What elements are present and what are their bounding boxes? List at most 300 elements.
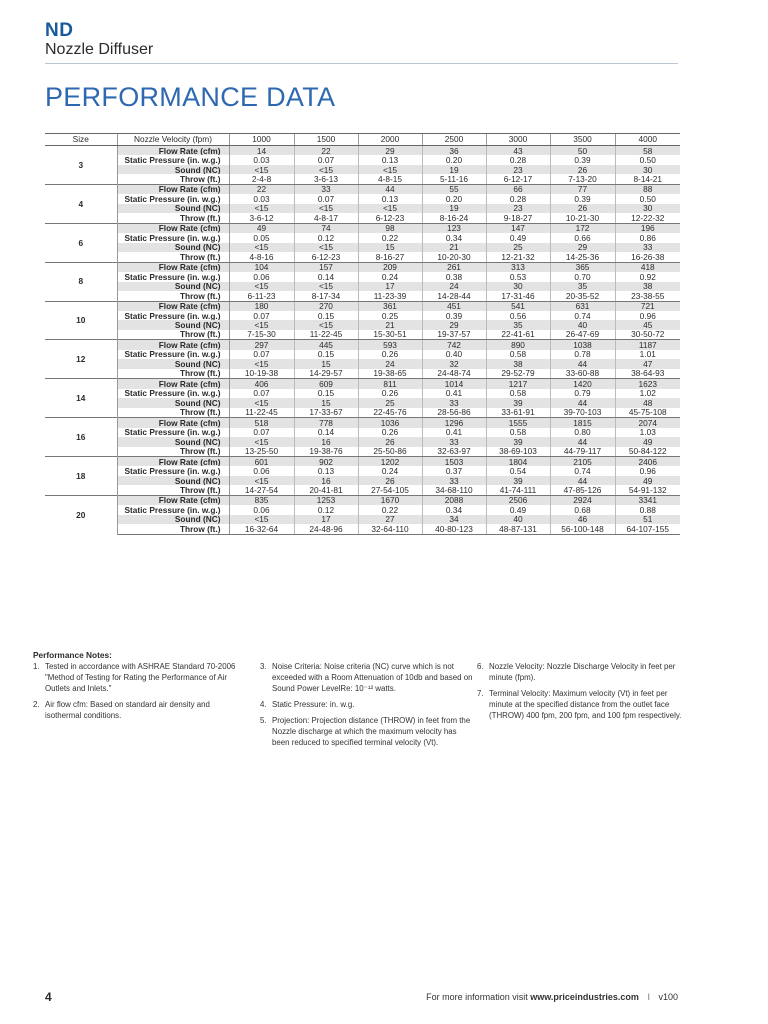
value-cell: 4-8-16 [229,252,294,262]
row-label: Static Pressure (in. w.g.) [117,466,229,475]
value-cell: 0.41 [422,428,486,437]
row-label: Flow Rate (cfm) [117,418,229,428]
value-cell: 0.68 [550,505,615,514]
value-cell: 5-11-16 [422,174,486,184]
table-row [45,418,680,428]
value-cell: 270 [294,301,358,311]
value-cell: 27 [358,515,422,524]
value-cell: 44 [358,184,422,194]
value-cell: 12-22-32 [615,213,680,223]
value-cell: 30-50-72 [615,330,680,340]
value-cell: 55 [422,184,486,194]
note-number: 3. [260,662,267,671]
value-cell: 0.49 [486,233,550,242]
value-cell: 20-35-52 [550,291,615,301]
size-cell: 20 [45,495,117,534]
table-row [45,262,680,272]
value-cell: 17-33-67 [294,408,358,418]
value-cell: 0.13 [358,194,422,203]
value-cell: 21 [358,320,422,329]
note-number: 7. [477,689,484,698]
header-velocity: 2000 [358,134,422,146]
value-cell: 20-41-81 [294,485,358,495]
value-cell: 0.06 [229,466,294,475]
table-row [45,330,680,340]
value-cell: 0.92 [639,272,656,282]
row-label: Sound (NC) [117,437,229,446]
value-cell: 38-69-103 [486,447,550,457]
value-cell: <15 [294,165,358,174]
value-cell: 40 [550,320,615,329]
value-cell: 0.58 [486,389,550,398]
row-label: Throw (ft.) [117,408,229,418]
value-cell: 742 [422,340,486,350]
value-cell: <15 [229,243,294,252]
table-row [45,408,680,418]
table-row [45,485,680,495]
table-row [45,447,680,457]
value-cell: 35 [486,320,550,329]
row-label: Sound (NC) [117,398,229,407]
table-row [45,174,680,184]
value-cell: 0.78 [550,350,615,359]
note-item [260,715,475,748]
value-cell: 26-47-69 [550,330,615,340]
value-cell: 6-12-17 [486,174,550,184]
value-cell: 27-54-105 [358,485,422,495]
row-label: Sound (NC) [117,515,229,524]
table-row [45,272,680,281]
value-cell: 1.03 [639,427,656,438]
value-cell: 15-30-51 [358,330,422,340]
value-cell: 29-52-79 [486,369,550,379]
value-cell: 25 [358,398,422,407]
header-velocity: 4000 [615,134,680,146]
value-cell: 0.07 [229,311,294,320]
notes-column [33,661,248,726]
value-cell: <15 [229,282,294,291]
row-label: Flow Rate (cfm) [117,495,229,505]
table-header-row [45,134,680,146]
value-cell: 16-26-38 [615,252,680,262]
value-cell: 11-22-45 [229,408,294,418]
value-cell: <15 [294,320,358,329]
row-label: Sound (NC) [117,165,229,174]
value-cell: 1187 [615,340,680,350]
value-cell: 1.02 [639,388,656,399]
value-cell: 0.88 [639,505,656,515]
value-cell: 0.03 [229,194,294,203]
value-cell: 2924 [550,495,615,505]
value-cell: 2406 [615,457,680,467]
size-cell: 4 [45,184,117,223]
notes-title: Performance Notes: [33,650,112,660]
value-cell: 98 [358,223,422,233]
value-cell: 36 [422,146,486,156]
value-cell: 29 [422,320,486,329]
value-cell: 33 [422,476,486,485]
value-cell: 10-21-30 [550,213,615,223]
value-cell: 0.40 [422,350,486,359]
table-row [45,476,680,485]
value-cell: 1815 [550,418,615,428]
value-cell: 26 [358,437,422,446]
value-cell: 593 [358,340,422,350]
value-cell: 1.01 [639,349,656,360]
value-cell: 25 [486,243,550,252]
value-cell: 17 [358,282,422,291]
value-cell: 0.49 [486,505,550,514]
value-cell: 38-64-93 [615,369,680,379]
value-cell: 54-91-132 [615,485,680,495]
value-cell: 66 [486,184,550,194]
value-cell: 6-11-23 [229,291,294,301]
row-label: Flow Rate (cfm) [117,301,229,311]
value-cell: 51 [615,515,680,524]
value-cell: 0.28 [486,155,550,164]
value-cell: 1253 [294,495,358,505]
value-cell: 0.15 [294,311,358,320]
row-label: Flow Rate (cfm) [117,223,229,233]
value-cell: 0.58 [486,428,550,437]
row-label: Static Pressure (in. w.g.) [117,233,229,242]
table-row [45,204,680,213]
row-label: Throw (ft.) [117,485,229,495]
value-cell: <15 [294,243,358,252]
table-row [45,252,680,262]
value-cell: 2105 [550,457,615,467]
value-cell: 157 [294,262,358,272]
value-cell: 0.06 [229,505,294,514]
value-cell: 1503 [422,457,486,467]
value-cell: 34 [422,515,486,524]
row-label: Throw (ft.) [117,369,229,379]
table-row [45,524,680,534]
value-cell: 50 [550,146,615,156]
value-cell: <15 [229,165,294,174]
value-cell: <15 [229,320,294,329]
footer-version: v100 [658,992,678,1002]
value-cell: 14-28-44 [422,291,486,301]
table-row [45,379,680,389]
value-cell: 811 [358,379,422,389]
value-cell: 3-6-12 [229,213,294,223]
value-cell: 32-64-110 [358,524,422,534]
table-row [45,369,680,379]
value-cell: 40-80-123 [422,524,486,534]
table-row [45,155,680,164]
value-cell: 16 [294,437,358,446]
value-cell: 49 [229,223,294,233]
value-cell: 0.25 [358,311,422,320]
product-name: Nozzle Diffuser [45,41,154,58]
value-cell: 0.54 [486,466,550,475]
value-cell: 30 [486,282,550,291]
row-label: Static Pressure (in. w.g.) [117,194,229,203]
table-row [45,194,680,203]
value-cell: 14-25-36 [550,252,615,262]
value-cell: <15 [294,204,358,213]
value-cell: 24-48-96 [294,524,358,534]
value-cell: 541 [486,301,550,311]
note-number: 6. [477,662,484,671]
value-cell: 12-21-32 [486,252,550,262]
value-cell: 8-17-34 [294,291,358,301]
value-cell: 104 [229,262,294,272]
table-row [45,457,680,467]
header-velocity: 1000 [229,134,294,146]
value-cell: <15 [229,359,294,368]
value-cell: 7-15-30 [229,330,294,340]
size-cell: 8 [45,262,117,301]
value-cell: 8-14-21 [615,174,680,184]
row-label: Sound (NC) [117,243,229,252]
value-cell: 0.22 [358,505,422,514]
value-cell: 609 [294,379,358,389]
table-row [45,466,680,475]
note-text: Tested in accordance with ASHRAE Standard 70-2006 "Method of Testing for Rating the Performance of Air Outlets and Inlets." [45,662,236,693]
value-cell: <15 [229,476,294,485]
value-cell: 26 [550,204,615,213]
row-label: Static Pressure (in. w.g.) [117,428,229,437]
value-cell: 39 [486,476,550,485]
row-label: Flow Rate (cfm) [117,457,229,467]
value-cell: 19 [422,165,486,174]
table-row [45,437,680,446]
note-text: Noise Criteria: Noise criteria (NC) curve which is not exceeded with a Room Attenuation of 10db and based on Sound Power LevelRe: 10⁻¹² watts. [272,662,473,693]
value-cell: 0.66 [550,233,615,242]
value-cell: 17 [294,515,358,524]
value-cell: 2-4-8 [229,174,294,184]
value-cell: 49 [615,437,680,446]
value-cell: 29 [550,243,615,252]
note-text: Air flow cfm: Based on standard air density and isothermal conditions. [45,700,210,720]
value-cell: 24 [422,282,486,291]
footer-website-link[interactable]: www.priceindustries.com [530,992,639,1002]
value-cell: 313 [486,262,550,272]
row-label: Static Pressure (in. w.g.) [117,155,229,164]
value-cell: 44 [550,359,615,368]
value-cell: 1804 [486,457,550,467]
value-cell: 40 [486,515,550,524]
note-item [260,661,475,694]
value-cell: 44 [550,398,615,407]
value-cell: 4-8-17 [294,213,358,223]
table-row [45,340,680,350]
value-cell: 0.86 [639,233,656,243]
value-cell: 32 [422,359,486,368]
header-divider [45,63,678,64]
value-cell: 19-38-65 [358,369,422,379]
value-cell: 22 [294,146,358,156]
value-cell: 0.15 [294,389,358,398]
value-cell: 0.37 [422,466,486,475]
value-cell: 0.07 [229,389,294,398]
value-cell: 0.07 [229,350,294,359]
value-cell: 0.39 [550,194,615,203]
header-size: Size [45,134,117,146]
value-cell: 0.14 [294,428,358,437]
value-cell: 1036 [358,418,422,428]
value-cell: 22-41-61 [486,330,550,340]
value-cell: 0.79 [550,389,615,398]
table-row [45,505,680,514]
value-cell: 890 [486,340,550,350]
value-cell: 172 [550,223,615,233]
value-cell: 631 [550,301,615,311]
note-text: Projection: Projection distance (THROW) in feet from the Nozzle discharge at which the maximum velocity has been reduced to specified terminal velocity (Vt). [272,716,471,747]
value-cell: 0.74 [550,311,615,320]
value-cell: 0.20 [422,155,486,164]
row-label: Flow Rate (cfm) [117,146,229,156]
notes-column [260,661,475,753]
value-cell: 47-85-126 [550,485,615,495]
row-label: Throw (ft.) [117,447,229,457]
value-cell: 44 [550,437,615,446]
value-cell: 14 [229,146,294,156]
row-label: Sound (NC) [117,282,229,291]
value-cell: 0.12 [294,233,358,242]
value-cell: 46 [550,515,615,524]
table-row [45,223,680,233]
value-cell: 30 [615,204,680,213]
value-cell: 32-63-97 [422,447,486,457]
value-cell: 39-70-103 [550,408,615,418]
value-cell: 22 [229,184,294,194]
value-cell: 601 [229,457,294,467]
value-cell: 445 [294,340,358,350]
value-cell: 33 [294,184,358,194]
value-cell: 50-84-122 [615,447,680,457]
value-cell: 0.56 [486,311,550,320]
value-cell: <15 [358,204,422,213]
value-cell: 30 [615,165,680,174]
table-row [45,389,680,398]
value-cell: 39 [486,398,550,407]
page-title: PERFORMANCE DATA [45,82,336,112]
value-cell: 0.05 [229,233,294,242]
value-cell: 0.14 [294,272,358,281]
table-row [45,311,680,320]
value-cell: 24-48-74 [422,369,486,379]
value-cell: 1555 [486,418,550,428]
size-cell: 18 [45,457,117,496]
row-label: Static Pressure (in. w.g.) [117,389,229,398]
value-cell: 33 [422,398,486,407]
table-row [45,398,680,407]
value-cell: 518 [229,418,294,428]
note-text: Static Pressure: in. w.g. [272,700,355,709]
value-cell: 209 [358,262,422,272]
table-row [45,495,680,505]
note-number: 4. [260,700,267,709]
value-cell: 0.39 [550,155,615,164]
footer [426,992,678,1002]
value-cell: 22-45-76 [358,408,422,418]
header-velocity: 3500 [550,134,615,146]
value-cell: 835 [229,495,294,505]
value-cell: 0.70 [550,272,615,281]
value-cell: 0.03 [229,155,294,164]
row-label: Throw (ft.) [117,252,229,262]
note-item [477,661,692,683]
size-cell: 14 [45,379,117,418]
value-cell: 7-13-20 [550,174,615,184]
footer-separator: I [647,992,650,1002]
value-cell: 297 [229,340,294,350]
value-cell: 147 [486,223,550,233]
value-cell: 123 [422,223,486,233]
value-cell: 0.38 [422,272,486,281]
value-cell: 0.24 [358,272,422,281]
value-cell: 39 [486,437,550,446]
value-cell: 778 [294,418,358,428]
note-number: 2. [33,700,40,709]
performance-table [45,133,680,535]
value-cell: 45-75-108 [615,408,680,418]
value-cell: 13-25-50 [229,447,294,457]
note-item [260,699,475,710]
value-cell: 41-74-111 [486,485,550,495]
value-cell: 0.41 [422,389,486,398]
value-cell: 16 [294,476,358,485]
row-label: Sound (NC) [117,476,229,485]
value-cell: <15 [358,165,422,174]
value-cell: 35 [550,282,615,291]
value-cell: 451 [422,301,486,311]
value-cell: 0.15 [294,350,358,359]
value-cell: 23 [486,165,550,174]
product-code: ND [45,20,74,41]
value-cell: 38 [486,359,550,368]
value-cell: 0.06 [229,272,294,281]
value-cell: 16-32-64 [229,524,294,534]
value-cell: 0.50 [639,155,656,165]
value-cell: 2088 [422,495,486,505]
value-cell: 0.96 [639,310,656,321]
row-label: Flow Rate (cfm) [117,262,229,272]
table-row [45,184,680,194]
value-cell: 33 [422,437,486,446]
value-cell: 0.34 [422,233,486,242]
row-label: Throw (ft.) [117,524,229,534]
table-row [45,320,680,329]
value-cell: 15 [294,359,358,368]
row-label: Throw (ft.) [117,330,229,340]
value-cell: 11-22-45 [294,330,358,340]
value-cell: 1670 [358,495,422,505]
value-cell: 21 [422,243,486,252]
value-cell: 15 [358,243,422,252]
value-cell: 365 [550,262,615,272]
table-row [45,233,680,242]
value-cell: 6-12-23 [294,252,358,262]
row-label: Static Pressure (in. w.g.) [117,350,229,359]
row-label: Throw (ft.) [117,213,229,223]
size-cell: 16 [45,418,117,457]
value-cell: 0.58 [486,350,550,359]
value-cell: 74 [294,223,358,233]
value-cell: 4-8-15 [358,174,422,184]
value-cell: 49 [615,476,680,485]
table-row [45,213,680,223]
value-cell: 8-16-24 [422,213,486,223]
row-label: Flow Rate (cfm) [117,184,229,194]
value-cell: 1623 [615,379,680,389]
value-cell: 0.34 [422,505,486,514]
value-cell: 33-60-88 [550,369,615,379]
row-label: Static Pressure (in. w.g.) [117,311,229,320]
